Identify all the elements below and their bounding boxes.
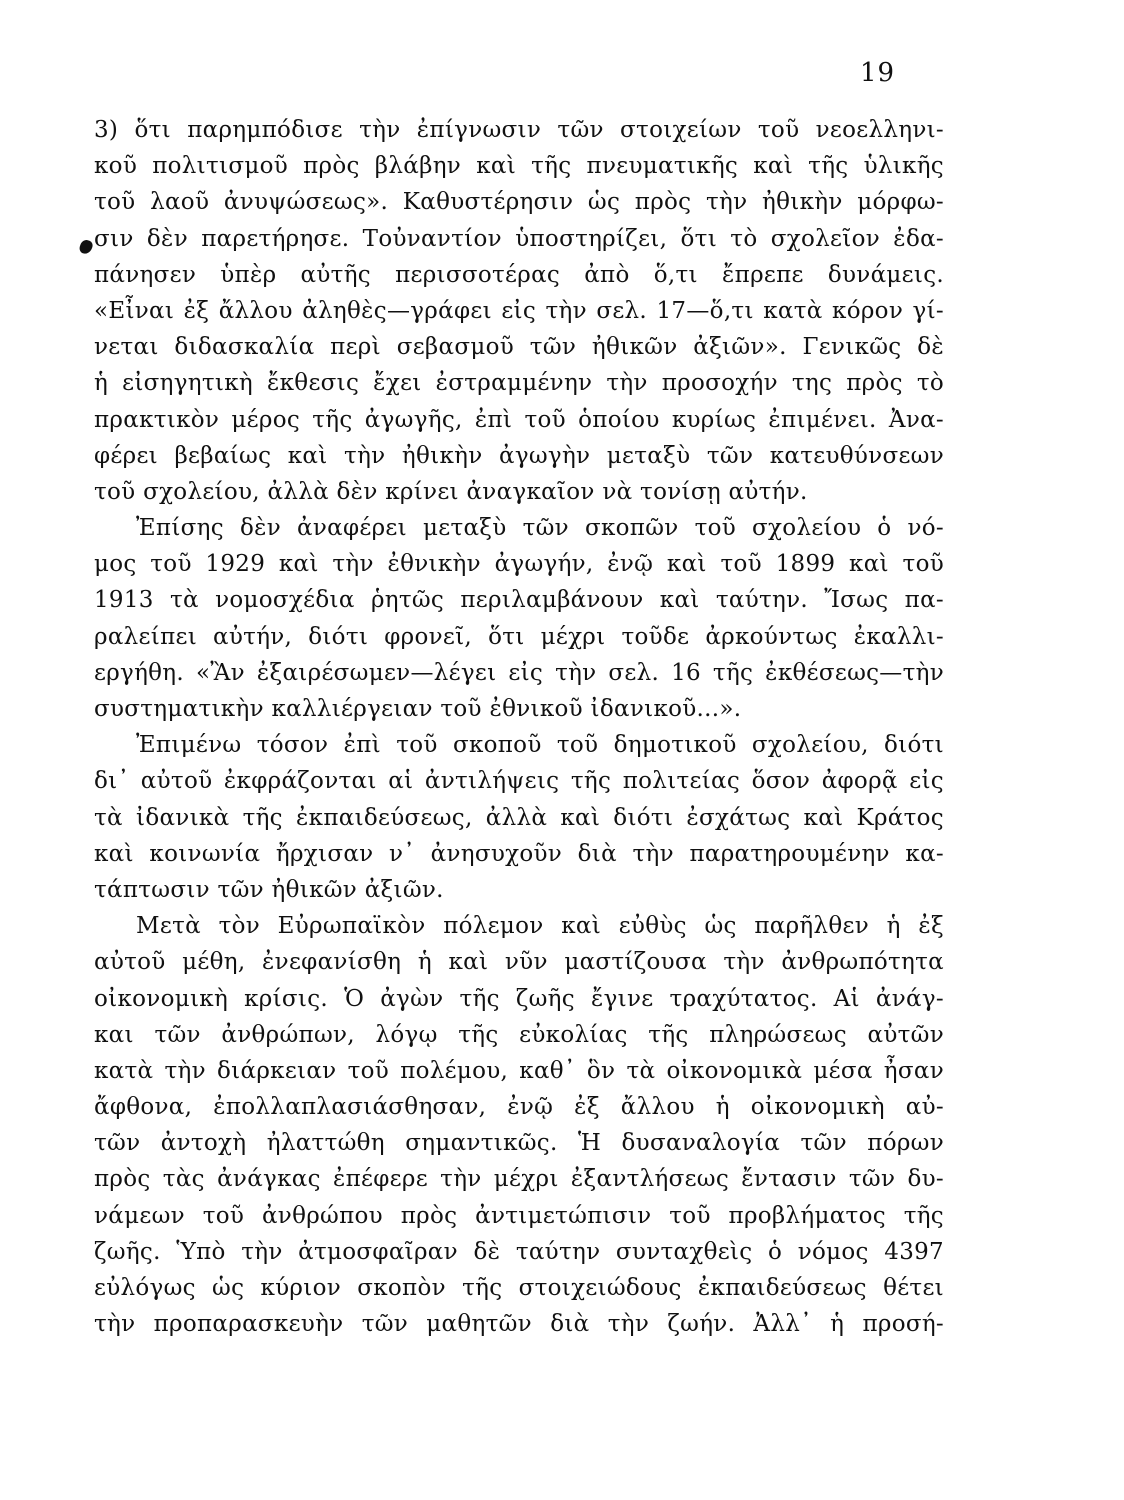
- text-line: αὐτοῦ μέθη, ἐνεφανίσθη ἡ καὶ νῦν μαστίζουσα τὴν ἀνθρωπότητα: [94, 949, 944, 976]
- text-line: μος τοῦ 1929 καὶ τὴν ἐθνικὴν ἀγωγήν, ἐνῷ καὶ τοῦ 1899 καὶ τοῦ: [94, 551, 944, 578]
- text-line: τὰ ἰδανικὰ τῆς ἐκπαιδεύσεως, ἀλλὰ καὶ διότι ἐσχάτως καὶ Κράτος: [94, 804, 944, 831]
- text-line: Ἐπίσης δὲν ἀναφέρει μεταξὺ τῶν σκοπῶν τοῦ σχολείου ὁ νό-: [136, 515, 944, 542]
- body-text: [94, 112, 944, 1342]
- text-line: τοῦ σχολείου, ἀλλὰ δὲν κρίνει ἀναγκαῖον νὰ τονίσῃ αὐτήν.: [94, 478, 808, 505]
- page-number: 19: [860, 58, 896, 88]
- text-line: συστηματικὴν καλλιέργειαν τοῦ ἐθνικοῦ ἰδανικοῦ...».: [94, 696, 742, 722]
- text-line: νάμεων τοῦ ἀνθρώπου πρὸς ἀντιμετώπισιν τοῦ προβλήματος τῆς: [94, 1202, 944, 1229]
- text-line: νεται διδασκαλία περὶ σεβασμοῦ τῶν ἠθικῶν ἀξιῶν». Γενικῶς δὲ: [94, 334, 944, 361]
- text-line: ραλείπει αὐτήν, διότι φρονεῖ, ὅτι μέχρι τοῦδε ἀρκούντως ἐκαλλι-: [94, 623, 944, 650]
- text-line: εργήθη. «Ἂν ἐξαιρέσωμεν—λέγει εἰς τὴν σελ. 16 τῆς ἐκθέσεως—τὴν: [94, 659, 944, 686]
- text-line: 1913 τὰ νομοσχέδια ῥητῶς περιλαμβάνουν καὶ ταύτην. Ἴσως πα-: [94, 587, 944, 614]
- text-line: κοῦ πολιτισμοῦ πρὸς βλάβην καὶ τῆς πνευματικῆς καὶ τῆς ὑλικῆς: [94, 153, 944, 180]
- text-line: ζωῆς. Ὑπὸ τὴν ἀτμοσφαῖραν δὲ ταύτην συνταχθεὶς ὁ νόμος 4397: [94, 1238, 944, 1265]
- text-line: σιν δὲν παρετήρησε. Τοὐναντίον ὑποστηρίζει, ὅτι τὸ σχολεῖον ἐδα-: [94, 225, 944, 252]
- text-line: τοῦ λαοῦ ἀνυψώσεως». Καθυστέρησιν ὡς πρὸς τὴν ἠθικὴν μόρφω-: [94, 189, 944, 216]
- text-line: Μετὰ τὸν Εὐρωπαϊκὸν πόλεμον καὶ εὐθὺς ὡς παρῆλθεν ἡ ἐξ: [136, 913, 944, 940]
- text-line: 3) ὅτι παρημπόδισε τὴν ἐπίγνωσιν τῶν στοιχείων τοῦ νεοελληνι-: [94, 117, 944, 143]
- text-line: καὶ κοινωνία ἤρχισαν ν᾽ ἀνησυχοῦν διὰ τὴν παρατηρουμένην κα-: [94, 840, 944, 867]
- text-line: εὐλόγως ὡς κύριον σκοπὸν τῆς στοιχειώδους ἐκπαιδεύσεως θέτει: [94, 1275, 944, 1301]
- text-line: και τῶν ἀνθρώπων, λόγῳ τῆς εὐκολίας τῆς πληρώσεως αὐτῶν: [94, 1021, 944, 1048]
- text-line: δι᾽ αὐτοῦ ἐκφράζονται αἱ ἀντιλήψεις τῆς πολιτείας ὅσον ἀφορᾷ εἰς: [94, 768, 944, 795]
- ink-blot: [78, 238, 94, 255]
- text-line: ἡ εἰσηγητικὴ ἔκθεσις ἔχει ἐστραμμένην τὴν προσοχήν της πρὸς τὸ: [94, 370, 944, 397]
- text-line: τῶν ἀντοχὴ ἠλαττώθη σημαντικῶς. Ἡ δυσαναλογία τῶν πόρων: [94, 1130, 944, 1157]
- text-line: πάνησεν ὑπὲρ αὐτῆς περισσοτέρας ἀπὸ ὅ,τι ἔπρεπε δυνάμεις.: [94, 261, 944, 288]
- text-line: φέρει βεβαίως καὶ τὴν ἠθικὴν ἀγωγὴν μεταξὺ τῶν κατευθύνσεων: [94, 442, 944, 469]
- text-line: οἰκονομικὴ κρίσις. Ὁ ἀγὼν τῆς ζωῆς ἔγινε τραχύτατος. Αἱ ἀνάγ-: [94, 985, 944, 1012]
- text-line: κατὰ τὴν διάρκειαν τοῦ πολέμου, καθ᾽ ὃν τὰ οἰκονομικὰ μέσα ἦσαν: [94, 1057, 944, 1084]
- text-line: πρὸς τὰς ἀνάγκας ἐπέφερε τὴν μέχρι ἐξαντλήσεως ἔντασιν τῶν δυ-: [94, 1166, 944, 1193]
- text-line: τὴν προπαρασκευὴν τῶν μαθητῶν διὰ τὴν ζωήν. Ἀλλ᾽ ἡ προσή-: [94, 1311, 944, 1338]
- text-line: πρακτικὸν μέρος τῆς ἀγωγῆς, ἐπὶ τοῦ ὁποίου κυρίως ἐπιμένει. Ἀνα-: [94, 406, 944, 433]
- text-line: Ἐπιμένω τόσον ἐπὶ τοῦ σκοποῦ τοῦ δημοτικοῦ σχολείου, διότι: [136, 732, 944, 759]
- text-line: ἄφθονα, ἐπολλαπλασιάσθησαν, ἐνῷ ἐξ ἄλλου ἡ οἰκονομικὴ αὐ-: [94, 1094, 944, 1121]
- text-line: «Εἶναι ἐξ ἄλλου ἀληθὲς—γράφει εἰς τὴν σελ. 17—ὅ,τι κατὰ κόρον γί-: [94, 297, 944, 324]
- text-line: τάπτωσιν τῶν ἠθικῶν ἀξιῶν.: [94, 876, 444, 903]
